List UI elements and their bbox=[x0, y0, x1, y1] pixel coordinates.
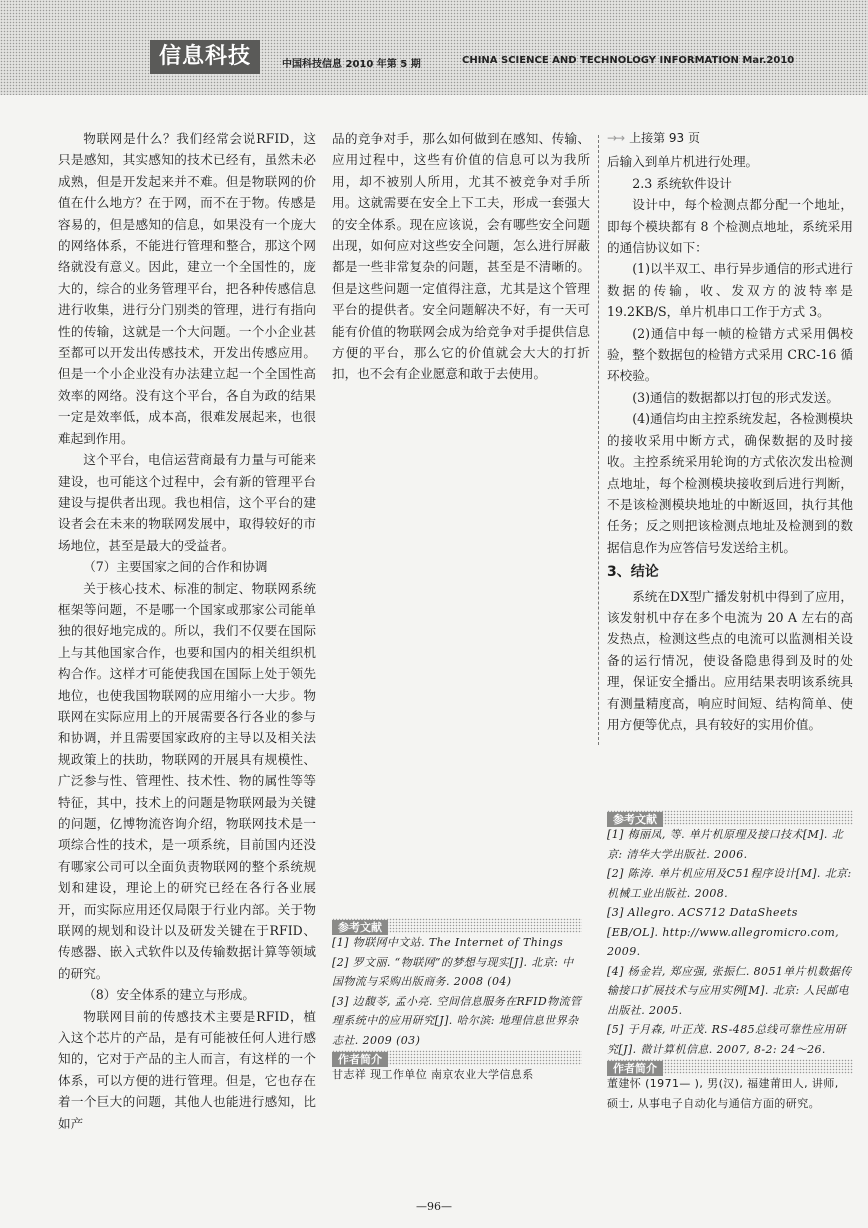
journal-logo: 信息科技 bbox=[150, 40, 260, 74]
journal-name-en: CHINA SCIENCE AND TECHNOLOGY INFORMATION Mar.2010 bbox=[462, 55, 795, 66]
references-right bbox=[607, 810, 853, 1113]
paragraph: (4)通信均由主控系统发起，各检测模块的接收采用中断方式，确保数据的及时接收。主控系统采用轮询的方式依次发出检测点地址，每个检测模块接收到后进行判断，不是该检测模块地址的中断返回，执行其他任务；反之则把该检测点地址及检测到的数据信息作为应答信号发送给主机。 bbox=[607, 411, 853, 555]
paragraph: 品的竞争对手，那么如何做到在感知、传输、应用过程中，这些有价值的信息可以为我所用，却不被别人所用，尤其不被竞争对手所用。这就需要在安全上下工夫，形成一套强大的安全体系。现在应该说，会有哪些安全问题出现，如何应对这些安全问题，怎么进行屏蔽都是一些非常复杂的问题，甚至是不清晰的。但是这些问题一定值得注意，尤其是这个管理平台的提供者。安全问题解决不好，有一天可能有价值的物联网会成为给竞争对手提供信息方便的平台，那么它的价值就会大大的打折扣，也不会有企业愿意和敢于去使用。 bbox=[332, 131, 590, 382]
column-1 bbox=[58, 128, 316, 1134]
arrow-icon: →→ bbox=[607, 131, 624, 145]
reference-item: [3] Allegro. ACS712 DataSheets [EB/OL]. http://www.allegromicro.com, 2009. bbox=[607, 906, 840, 958]
page-number: —96— bbox=[416, 1200, 452, 1213]
paragraph: (1)以半双工、串行异步通信的形式进行数据的传输，收、发双方的波特率是19.2KB/S，单片机串口工作于方式 3。 bbox=[607, 261, 853, 320]
references-title: 参考文献 bbox=[332, 920, 388, 935]
references-left bbox=[332, 918, 582, 1085]
reference-item: [5] 于月森, 叶正茂. RS-485总线可靠性应用研究[J]. 微计算机信息. 2007, 8-2: 24～26. bbox=[607, 1023, 847, 1056]
reference-item: [4] 杨金岩, 郑应强, 张振仁. 8051单片机数据传输接口扩展技术与应用实例[M]. 北京: 人民邮电出版社. 2005. bbox=[607, 964, 852, 1017]
reference-item: [2] 罗文丽. “物联网”的梦想与现实[J]. 北京: 中国物流与采购出版商务. 2008 (04) bbox=[332, 955, 574, 988]
author-bio-title: 作者简介 bbox=[332, 1052, 388, 1067]
author-bio-title: 作者简介 bbox=[607, 1061, 663, 1076]
author-bio: 董建怀 (1971— ), 男(汉), 福建莆田人, 讲师, 硕士, 从事电子自动化与通信方面的研究。 bbox=[607, 1077, 839, 1110]
paragraph: 物联网目前的传感技术主要是RFID，植入这个芯片的产品，是有可能被任何人进行感知的，它对于产品的主人而言，有这样的一个体系，可以方便的进行管理。但是，它也存在着一个巨大的问题，其他人也能进行感知，比如产 bbox=[58, 1008, 316, 1131]
paragraph: 物联网是什么？我们经常会说RFID，这只是感知，其实感知的技术已经有，虽然未必成熟，但是开发起来并不难。但是物联网的价值在什么地方？在于网，而不在于物。传感是容易的，但是感知的信息，如果没有一个庞大的网络体系，不能进行管理和整合，那这个网络就没有意义。因此，建立一个全国性的，庞大的，综合的业务管理平台，把各种传感信息进行收集，进行分门别类的管理，进行有指向性的传输，这就是一个大问题。一个小企业甚至都可以开发出传感技术，开发出传感应用。但是一个小企业没有办法建立起一个全国性高效率的网络。没有这个平台，各自为政的结果一定是效率低，成本高，很难发展起来，也很难起到作用。 bbox=[58, 131, 316, 446]
reference-item: [1] 物联网中文站. The Internet of Things bbox=[332, 936, 564, 949]
paragraph: 系统在DX型广播发射机中得到了应用，该发射机中存在多个电流为 20 A 左右的高发热点，检测这些点的电流可以监测相关设备的运行情况，使设备隐患得到及时的处理，保证安全播出。应用结果表明该系统具有测量精度高，响应时间短、结构简单、使用方便等优点，具有较好的实用价值。 bbox=[607, 588, 853, 732]
section-heading: 3、结论 bbox=[607, 564, 659, 581]
paragraph: (3)通信的数据都以打包的形式发送。 bbox=[632, 389, 839, 405]
header-texture bbox=[0, 0, 868, 95]
subsection-heading: 2.3 系统软件设计 bbox=[632, 175, 732, 191]
references-title: 参考文献 bbox=[607, 812, 663, 827]
paragraph: 这个平台，电信运营商最有力量与可能来建设，也可能这个过程中，会有新的管理平台建设与提供者出现。我也相信，这个平台的建设者会在未来的物联网发展中，取得较好的市场地位，甚至是最大的受益者。 bbox=[58, 452, 316, 553]
subheading: （7）主要国家之间的合作和协调 bbox=[83, 559, 268, 575]
reference-item: [2] 陈涛. 单片机应用及C51程序设计[M]. 北京: 机械工业出版社. 2008. bbox=[607, 867, 852, 900]
column-3 bbox=[607, 128, 853, 735]
subheading: （8）安全体系的建立与形成。 bbox=[83, 987, 255, 1003]
journal-name-cn: 中国科技信息 2010 年第 5 期 bbox=[282, 59, 421, 70]
continued-note: →→ 上接第 93 页 bbox=[607, 131, 701, 145]
reference-item: [1] 梅丽凤, 等. 单片机原理及接口技术[M]. 北京: 清华大学出版社. 2006. bbox=[607, 828, 844, 861]
column-divider bbox=[598, 135, 599, 745]
paragraph: 关于核心技术、标准的制定、物联网系统框架等问题，不是哪一个国家或那家公司能单独的很好地完成的。所以，我们不仅要在国际上与其他国家合作，也要和国内的相关组织机构合作。这样才可能使我国在国际上处于领先地位，也使我国物联网的应用缩小一大步。物联网在实际应用上的开展需要各行各业的参与和协调，并且需要国家政府的主导以及相关法规政策上的扶助，物联网的开展具有规模性、广泛参与性、管理性、技术性、物的属性等等特征，其中，技术上的问题是物联网最为关键的问题，亿博物流咨询介绍，物联网技术是一项综合性的技术，是一项系统，目前国内还没有哪家公司可以全面负责物联网的整个系统规划和建设，理论上的研究已经在各行各业展开，而实际应用还仅局限于行业内部。关于物联网的规划和设计以及研发关键在于RFID、传感器、嵌入式软件以及传输数据计算等领域的研究。 bbox=[58, 580, 316, 981]
column-2 bbox=[332, 128, 590, 385]
paragraph: (2)通信中每一帧的检错方式采用偶校验，整个数据包的检错方式采用 CRC-16 循环校验。 bbox=[607, 325, 853, 384]
paragraph: 设计中，每个检测点都分配一个地址，即每个模块都有 8 个检测点地址，系统采用的通信协议如下： bbox=[607, 197, 853, 256]
author-bio: 甘志祥 现工作单位 南京农业大学信息系 bbox=[332, 1068, 534, 1081]
reference-item: [3] 边馥苓, 孟小亮. 空间信息服务在RFID物流管理系统中的应用研究[J]. 哈尔滨: 地理信息世界杂志社. 2009 (03) bbox=[332, 994, 582, 1047]
paragraph: 后输入到单片机进行处理。 bbox=[607, 154, 759, 170]
